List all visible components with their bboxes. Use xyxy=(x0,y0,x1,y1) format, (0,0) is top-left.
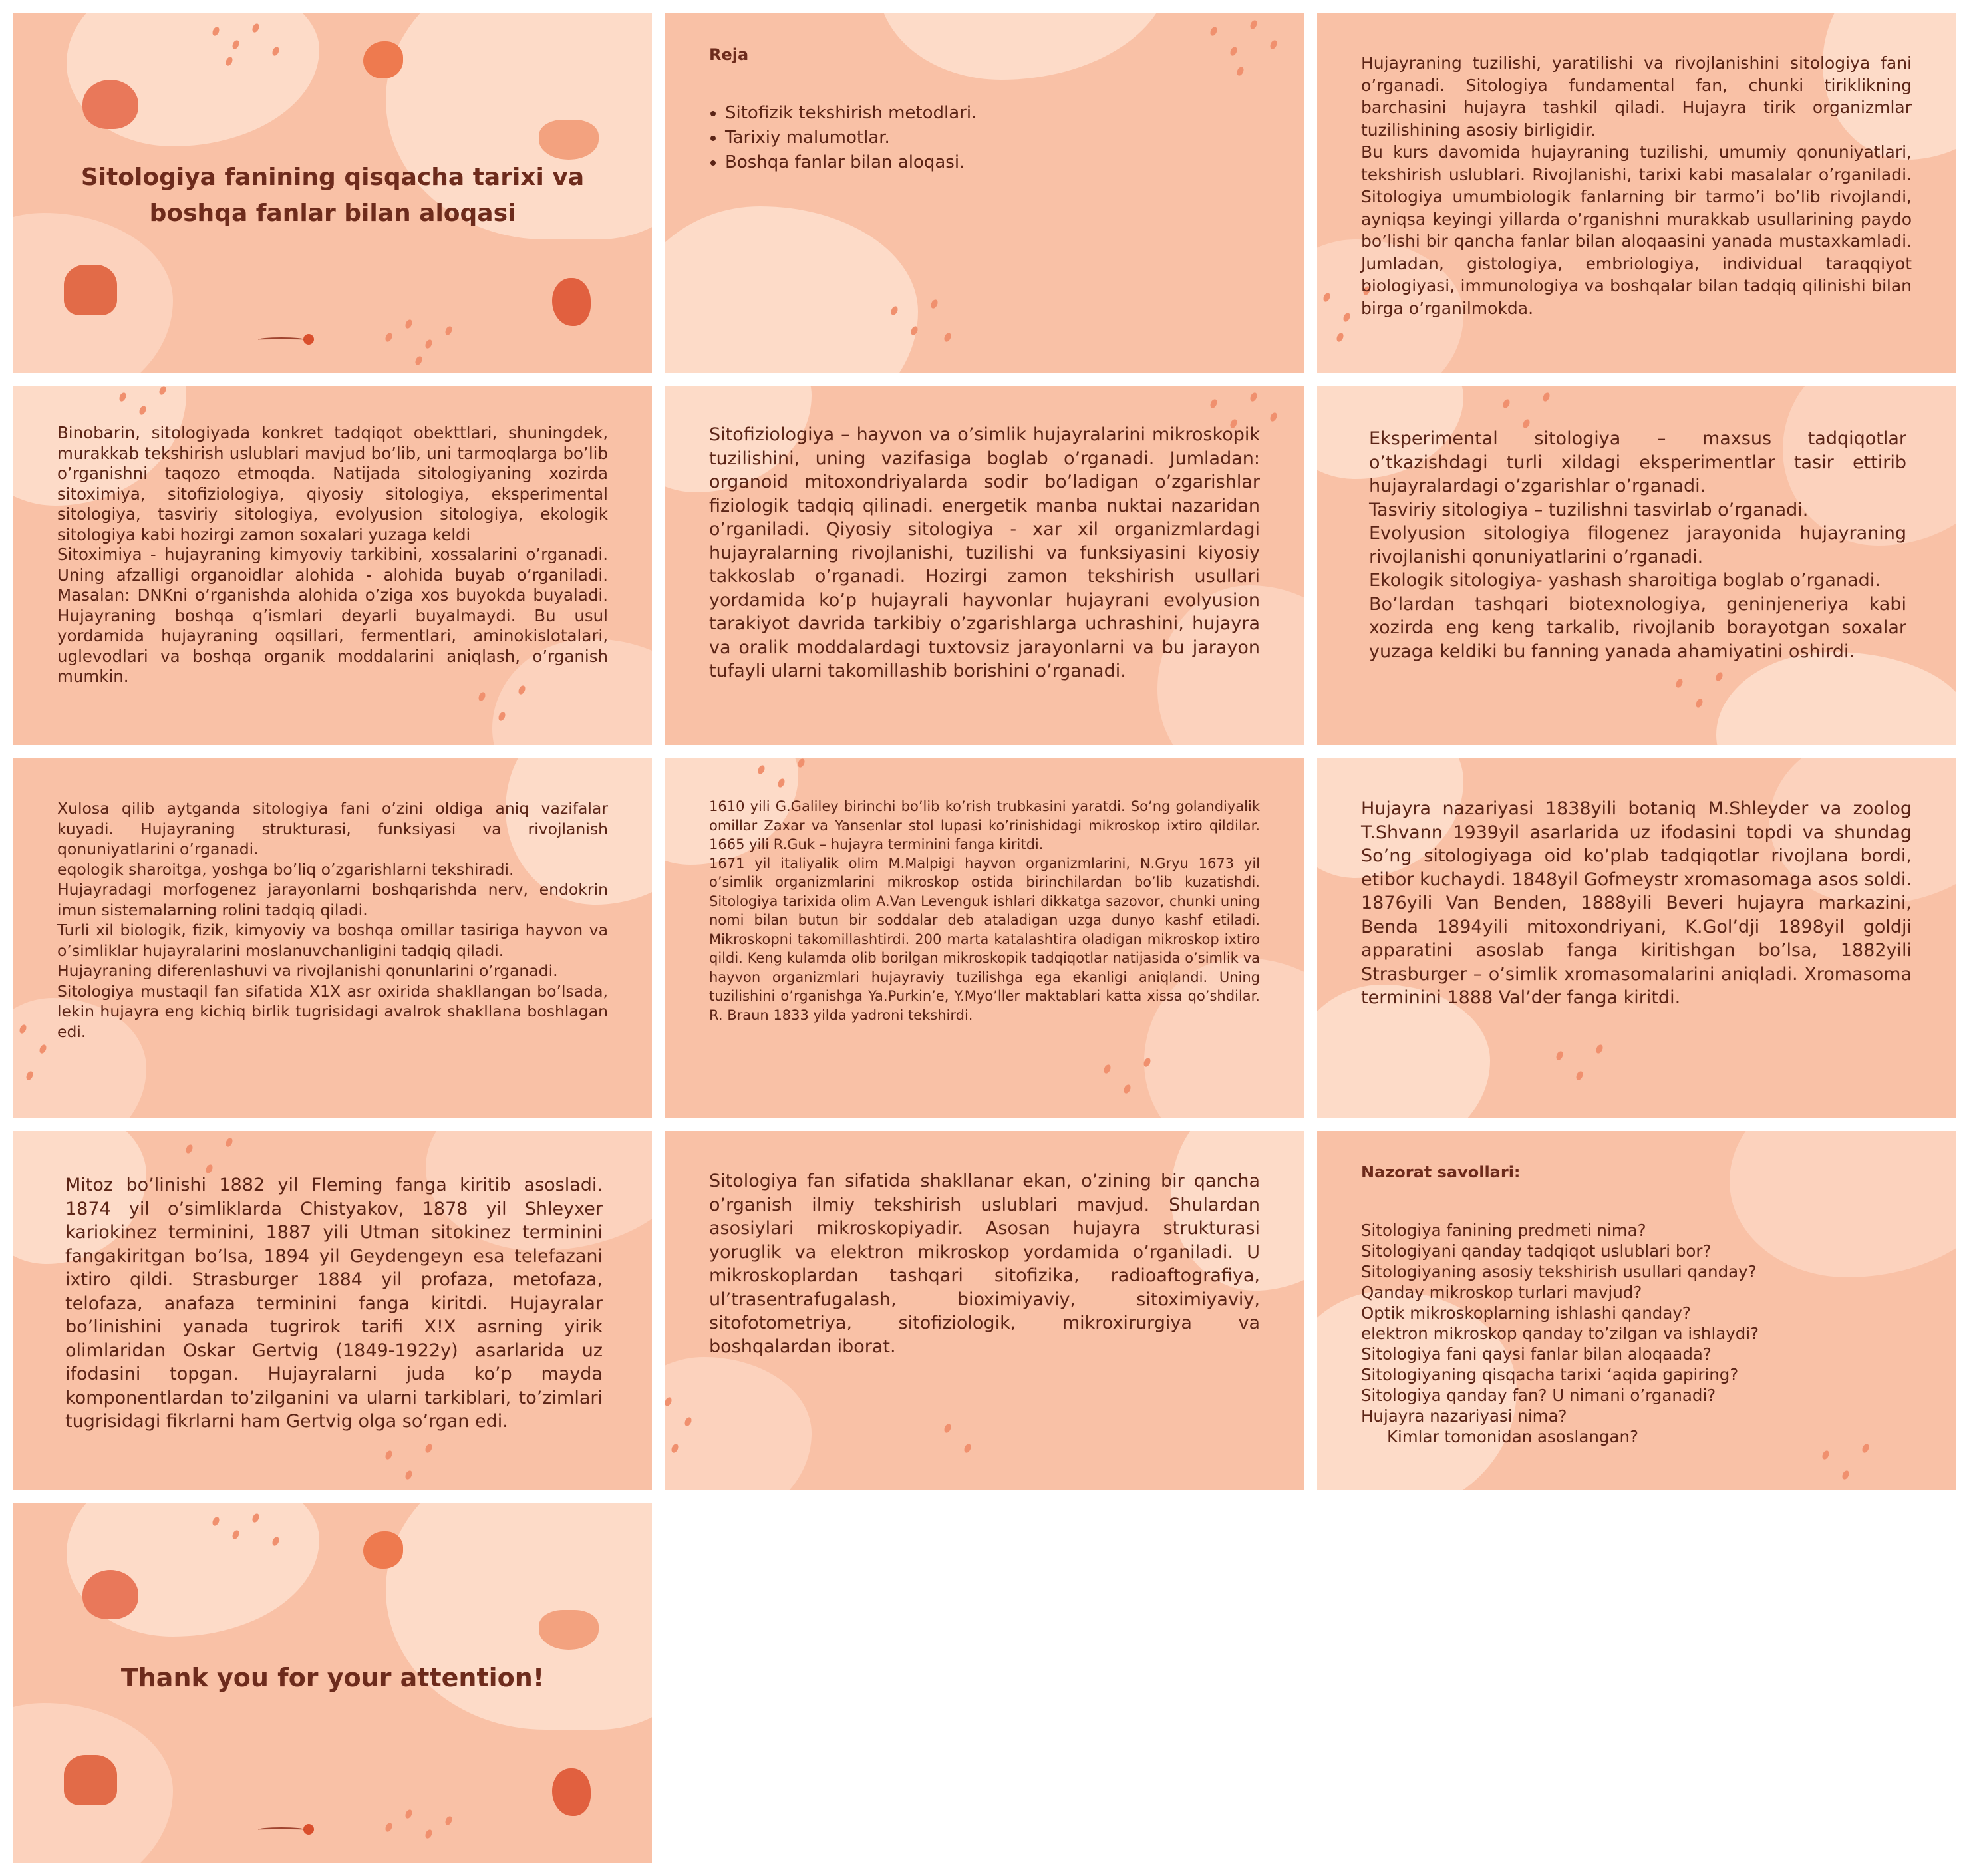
plan-list xyxy=(712,101,977,175)
question-item: Sitologiyaning asosiy tekshirish usullari qanday? xyxy=(1361,1262,1757,1281)
questions-heading: Nazorat savollari: xyxy=(1361,1163,1521,1181)
sperm-icon xyxy=(303,1824,314,1835)
lungs-icon xyxy=(64,265,117,315)
question-item: Optik mikroskoplarning ishlashi qanday? xyxy=(1361,1303,1691,1323)
slide-11-text[interactable] xyxy=(665,1131,1304,1490)
slide-11-body: Sitologiya fan sifatida shakllanar ekan, o’zining bir qancha o’rganish ilmiy tekshirish uslublari mavjud. Shulardan asosiylari mikroskopiyadir. Asosan hujayra strukturasi yoruglik va elektron mikroskop yordamida o’rganiladi. U mikroskoplardan tashqari sitofizika, radioaftografiya, ul’trasentrafugalash, bioximiyaviy, sitoximiyaviy, sitofotometriya, sitofiziologik, mikroxirurgiya va boshqalardan iborat. xyxy=(709,1171,1260,1357)
question-item: Qanday mikroskop turlari mavjud? xyxy=(1361,1283,1642,1302)
slide-6-text[interactable] xyxy=(1317,386,1956,745)
plan-item: • Sitofizik tekshirish metodlari. xyxy=(725,101,977,126)
sperm-icon xyxy=(303,334,314,345)
slide-2-plan[interactable] xyxy=(665,13,1304,373)
thanks-title: Thank you for your attention! xyxy=(120,1663,545,1692)
question-item: Sitologiya qanday fan? U nimani o’rganadi? xyxy=(1361,1386,1716,1405)
brain-icon xyxy=(82,1570,138,1619)
question-item: Sitologiya fani qaysi fanlar bilan aloqaada? xyxy=(1361,1344,1712,1364)
gallbladder-icon xyxy=(363,1531,403,1569)
presentation-title: Sitologiya fanining qisqacha tarixi va boshqa fanlar bilan aloqasi xyxy=(80,164,585,227)
slide-5-body: Sitofiziologiya – hayvon va o’simlik hujayralarini mikroskopik tuzilishini, uning vazifasiga boglab o’rganadi. Jumladan: organoid mitoxondriyalarda sodir bo’ladigan o’zgarishlar fiziologik tadqiq qilinadi. energetik manba nuktai nazaridan o’rganiladi. Qiyosiy sitologiya - xar xil organizmlardagi hujayralarning rivojlanishi, tuzilishi va funksiyasini kiyosiy takkoslab o’rganadi. Hozirgi zamon tekshirish usullari yordamida ko’p hujayrali hayvonlar hujayrani evolyusion tarakiyot davrida tarkibiy o’zgarishlarga uchrashini, hujayra va oralik moddalardagi tuxtovsiz jarayonlarni va bu jarayon tufayli ularni takomillashib borishini o’rganadi. xyxy=(709,424,1260,681)
slide-10-text[interactable] xyxy=(13,1131,652,1490)
question-item: Hujayra nazariyasi nima? xyxy=(1361,1406,1567,1426)
slide-4-body: Binobarin, sitologiyada konkret tadqiqot obekttlari, shuningdek, murakkab tekshirish uslublari mavjud bo’lib, uni tarmoqlarga bo’lib o’rganishni taqozo etmoqda. Natijada sitologiyaning xozirda sitoximiya, sitofiziologiya, qiyosiy sitologiya, eksperimental sitologiya, tasviriy sitologiya, evolyusion sitologiya, ekologik sitologiya kabi hozirgi zamon soxalari yuzaga keldi Sitoximiya - hujayraning kimyoviy tarkibini, xossalarini o’rganadi. Uning afzalligi organoidlar alohida - alohida buyab o’rganiladi. Masalan: DNKni o’rganishda alohida o’ziga xos buyokda buyaladi. Hujayraning boshqa q’ismlari deyarli buyalmaydi. Bu usul yordamida hujayraning oqsillari, fermentlari, aminokislotalari, uglevodlari va boshqa organik moddalarini aniqlash, o’rganish mumkin. xyxy=(57,423,608,686)
slide-7-body: Xulosa qilib aytganda sitologiya fani o’zini oldiga aniq vazifalar kuyadi. Hujayraning strukturasi, funksiyasi va rivojlanish qonuniyatlarini o’rganadi. eqologik sharoitga, yoshga bo’liq o’zgarishlarni tekshiradi. Hujayradagi morfogenez jarayonlarni boshqarishda nerv, endokrin imun sistemalarning rolini tadqiq qiladi. Turli xil biologik, fizik, kimyoviy va boshqa omillar tasiriga hayvon va o’simliklar hujayralarini moslanuvchanligini tadqiq qiladi. Hujayraning diferenlashuvi va rivojlanishi qonunlarini o’rganadi. Sitologiya mustaqil fan sifatida X1X asr oxirida shakllangan bo’lsada, lekin hujayra eng kichiq birlik tugrisidagi avalrok shakllana boshlagan edi. xyxy=(57,799,608,1041)
questions-list xyxy=(1361,1220,1759,1447)
slide-3-body: Hujayraning tuzilishi, yaratilishi va rivojlanishini sitologiya fani o’rganadi. Sitologiya fundamental fan, chunki tiriklikning barchasini hujayra tashkil qiladi. Hujayra tirik organizmlar tuzilishining asosiy birligidir. Bu kurs davomida hujayraning tuzilishi, umumiy qonuniyatlari, tekshirish uslublari. Rivojlanishi, tarixi kabi masalalar o’rganiladi. Sitologiya umumbiologik fanlarning bir tarmo’i bo’lib rivojlandi, ayniqsa keyingi yillarda o’rganishni murakkab usullarining paydo bo’lishi bir qancha fanlar bilan aloqaasini yanada mustaxkamladi. Jumladan, gistologiya, embriologiya, individual taraqqiyot biologiyasi, immunologiya va boshqalar bilan tadqiq qilinishi bilan birga o’rganilmokda. xyxy=(1361,53,1912,318)
slide-8-body: 1610 yili G.Galiley birinchi bo’lib ko’rish trubkasini yaratdi. So’ng golandiyalik omillar Zaxar va Yansenlar stol lupasi ko’rinishidagi mikroskop ixtiro qildilar. 1665 yili R.Guk – hujayra terminini fanga kiritdi. 1671 yil italiyalik olim M.Malpigi hayvon organizmlarini, N.Gryu 1673 yil o’simlik organizmlarini mikroskop ostida birinchilardan bo’lib kuzatishdi. Sitologiya tarixida olim A.Van Levenguk ishlari dikkatga sazovor, chunki uning nomi bilan butun bir soddalar deb ataladigan uzga dunyo kashf etiladi. Mikroskopni takomillashtirdi. 200 marta katalashtira oladigan mikroskop ixtiro qildi. Keng kulamda olib borilgan mikroskopik tadqiqotlar natijasida o’simlik va hayvon organizmlari hujayraviy tuzilishga ega ekanligi aniqlandi. Uning tuzilishini o’rganishga Ya.Purkin’e, Y.Myo’ller maktablari katta xissa qo’shdilar. R. Braun 1833 yilda yadroni tekshirdi. xyxy=(709,798,1260,1023)
question-item: Sitologiya fanining predmeti nima? xyxy=(1361,1221,1646,1240)
slide-12-questions[interactable] xyxy=(1317,1131,1956,1490)
slide-13-thanks[interactable] xyxy=(13,1503,652,1863)
slide-5-text[interactable] xyxy=(665,386,1304,745)
plan-heading: Reja xyxy=(709,45,749,64)
slide-9-text[interactable] xyxy=(1317,758,1956,1118)
heart-icon xyxy=(552,278,591,326)
slide-3-text[interactable] xyxy=(1317,13,1956,373)
plan-item: • Tarixiy malumotlar. xyxy=(725,126,977,150)
question-item: Kimlar tomonidan asoslangan? xyxy=(1361,1427,1639,1446)
slide-6-body: Eksperimental sitologiya – maxsus tadqiqotlar o’tkazishdagi turli xildagi eksperimentlar tasir ettirib hujayralardagi o’zgarishlar o’rganadi. Tasviriy sitologiya – tuzilishni tasvirlab o’rganadi. Evolyusion sitologiya filogenez jarayonida hujayraning rivojlanishi qonuniyatlarini o’rganadi. Ekologik sitologiya- yashash sharoitiga boglab o’rganadi. Bo’lardan tashqari biotexnologiya, geninjeneriya kabi xozirda eng keng tarkalib, rivojlanib borayotgan soxalar yuzaga keldiki bu fanning yanada ahamiyatini oshirdi. xyxy=(1369,428,1906,662)
slide-10-body: Mitoz bo’linishi 1882 yil Fleming fanga kiritib asosladi. 1874 yil o’simliklarda Chistyakov, 1878 yil Shleyxer kariokinez terminini, 1887 yili Utman sitokinez terminini fangakiritgan bo’lsa, 1894 yil Geydengeyn esa telefazani ixtiro qildi. Strasburger 1884 yil profaza, metofaza, telofaza, anafaza terminini fanga kiritdi. Hujayralar bo’linishini yanada tugrirok tarifi X!X asrning yirik olimlaridan Oskar Gertvig (1849-1922y) asarlarida uz ifodasini topgan. Hujayralarni juda ko’p mayda komponentlardan to’zilganini va ularni tarkiblari, to’zimlari tugrisidagi fikrlarni ham Gertvig olga so’rgan edi. xyxy=(65,1175,603,1432)
uterus-icon xyxy=(539,120,599,160)
slide-4-text[interactable] xyxy=(13,386,652,745)
slide-7-text[interactable] xyxy=(13,758,652,1118)
question-item: Sitologiyani qanday tadqiqot uslublari bor? xyxy=(1361,1241,1712,1261)
plan-item: • Boshqa fanlar bilan aloqasi. xyxy=(725,150,977,175)
question-item: Sitologiyaning qisqacha tarixi ‘aqida gapiring? xyxy=(1361,1365,1739,1384)
slide-8-text[interactable] xyxy=(665,758,1304,1118)
heart-icon xyxy=(552,1768,591,1816)
brain-icon xyxy=(82,80,138,129)
gallbladder-icon xyxy=(363,41,403,78)
slide-1-title[interactable] xyxy=(13,13,652,373)
slide-9-body: Hujayra nazariyasi 1838yili botaniq M.Shleyder va zoolog T.Shvann 1939yil asarlarida uz ifodasini topdi va shundag So’ng sitologiyaga oid ko’plab tadqiqotlar rivojlana bordi, etibor kuchaydi. 1848yil Gofmeystr xromasomaga asos soldi. 1876yili Van Benden, 1888yili Beveri hujayra markazini, Benda 1894yili mitoxondriyani, K.Gol’dji 1898yil goldji apparatini asoslab fanga kiritishgan bo’lsa, 1882yili Strasburger – o’simlik xromasomalarini aniqladi. Xromasoma terminini 1888 Val’der fanga kiritdi. xyxy=(1361,798,1912,1008)
question-item: elektron mikroskop qanday to’zilgan va ishlaydi? xyxy=(1361,1324,1759,1343)
lungs-icon xyxy=(64,1755,117,1805)
uterus-icon xyxy=(539,1610,599,1650)
